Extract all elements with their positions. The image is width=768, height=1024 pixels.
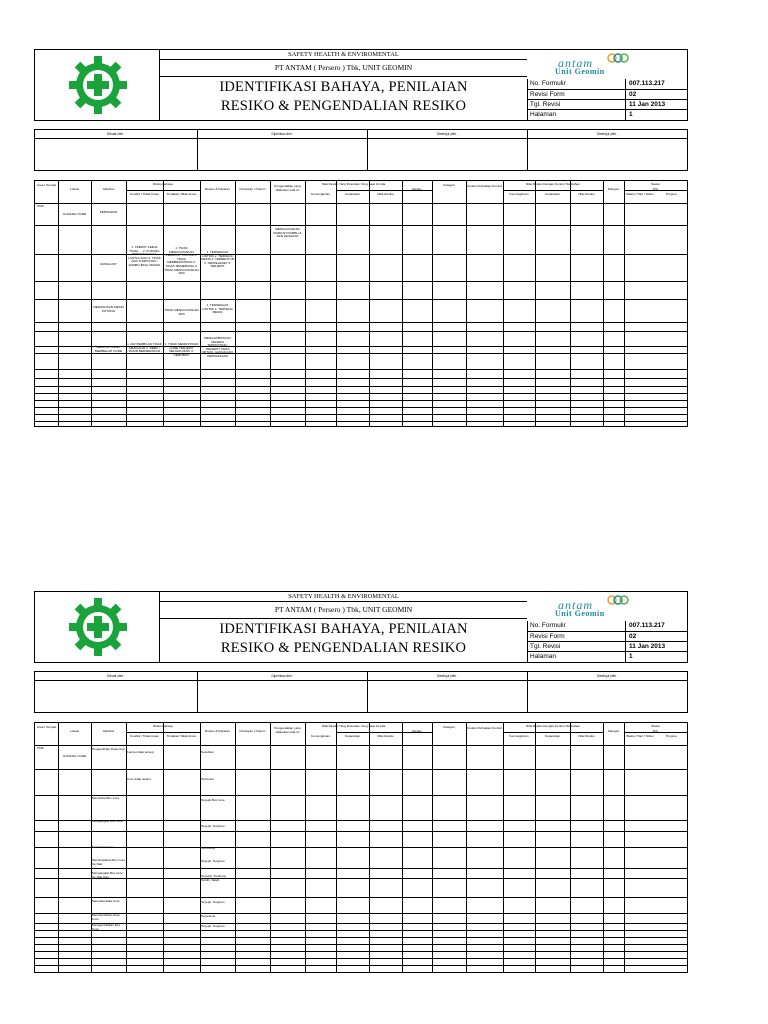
title-line-1: IDENTIFIKASI BAHAYA, PENILAIAN: [219, 79, 468, 95]
column-header: Pengendalian yang dilakukan saat ini: [274, 185, 301, 192]
table-row-rule: [35, 386, 687, 387]
table-column-rule: [535, 181, 536, 426]
table-row-rule: [35, 378, 687, 379]
column-header: Keparahan: [544, 735, 561, 738]
column-header: Pengendalian yang dilakukan saat ini: [274, 727, 301, 734]
info-row: [528, 631, 688, 641]
resiko-cell: Terjatuh, Tertimpa, Terkilir, Salah: [201, 875, 227, 882]
signature-box[interactable]: [198, 130, 368, 170]
org-line: SAFETY HEALTH & ENVIROMENTAL: [160, 50, 527, 60]
brand-name: antam: [558, 598, 593, 612]
logo-cell: [35, 592, 160, 662]
column-header: Kemungkinan: [311, 193, 330, 196]
title-line-2: RESIKO & PENGENDALIAN RESIKO: [220, 640, 467, 656]
table-column-rule: [624, 181, 625, 426]
form-title: [160, 78, 527, 116]
kondisi-cell: 1. TEMPAT KERJA TIDAK ... 2. KURANG PENERANGAN 3. LANTAI LICIN 4. TIDAK ADA TUMPUHAN / RAMBU BAGI ORANG: [128, 246, 161, 267]
column-header: Keparahan: [344, 735, 361, 738]
info-label: Halaman: [530, 111, 557, 118]
column-header: Resiko & Paparan: [205, 188, 230, 191]
signature-box[interactable]: [35, 130, 198, 170]
table-row-rule: [35, 331, 687, 332]
aktivitas-cell: PERSIAPAN: [99, 211, 118, 214]
resiko-cell: Kesulitan: [201, 751, 214, 754]
column-header: Aktivitas: [102, 188, 115, 191]
table-column-rule: [270, 181, 271, 426]
risk-table: [34, 180, 688, 427]
header-middle: [160, 50, 527, 120]
signature-label: Disetujui oleh :: [528, 130, 687, 139]
resiko-cell: 1. TERSENGAT LISTRIK 2. TERKENA MESIN: [202, 304, 233, 315]
table-row-rule: [35, 745, 687, 746]
info-row: [528, 651, 688, 661]
risk-table: [34, 722, 688, 973]
signature-strip: [34, 129, 688, 171]
tindakan-cell: TIDAK MENGGUNAKAN APD: [164, 309, 199, 316]
antam-swirl-icon: [607, 594, 629, 606]
brand-name: antam: [558, 56, 593, 70]
column-group-header: Nilai Resiko Yang Dinonkan Yang Saat Ini Ada: [321, 183, 386, 186]
column-header: Kategori: [607, 730, 620, 733]
column-header: PIC: [652, 188, 659, 191]
column-header: Tindakan Tidak Aman: [166, 193, 197, 196]
area-cell: PMS: [37, 205, 44, 208]
table-row-rule: [126, 732, 200, 733]
table-row-rule: [503, 732, 603, 733]
table-row-rule: [126, 190, 200, 191]
table-row-rule: [35, 795, 687, 796]
table-row-rule: [503, 190, 603, 191]
form-info: [527, 79, 687, 120]
table-column-rule: [163, 181, 164, 426]
aktivitas-cell: Membersihkan Area Core: [92, 914, 120, 921]
column-header: Aktivitas: [102, 730, 115, 733]
kondisi-cell: Core tidak teratur: [127, 778, 151, 781]
column-header: Kategori: [607, 188, 620, 191]
info-label: Tgl. Revisi: [530, 101, 561, 108]
tindakan-cell: 1. TIDAK MENGGUNAKAN PEDAL/ST. LISTRIK 2. TIDAK MEMBERSIHKAN 3. TIDAK MEMERIKSA 4. TIDAK MENGGUNAKAN APD: [164, 247, 199, 276]
brand-sub: Unit Geomin: [555, 609, 605, 618]
column-header: Lokasi: [70, 730, 79, 733]
aktivitas-cell: Membelah Core: [92, 846, 115, 849]
table-row-rule: [35, 299, 687, 300]
aktivitas-cell: Mengangkat Box Core Ke Rak Atas: [92, 872, 123, 879]
title-line-2: RESIKO & PENGENDALIAN RESIKO: [220, 98, 467, 114]
table-row-rule: [35, 414, 687, 415]
info-value: 1: [625, 652, 688, 662]
aktivitas-cell: MENATA CORE / MEMBELAH CORE: [94, 346, 123, 353]
column-group-header: Status: [651, 183, 660, 186]
table-column-rule: [570, 181, 571, 426]
info-label: No. Formulir: [530, 622, 566, 629]
signature-box[interactable]: [528, 130, 687, 170]
table-row-rule: [35, 930, 687, 931]
signature-label: Diperiksa oleh :: [198, 672, 367, 681]
table-row-rule: [35, 393, 687, 394]
signature-box[interactable]: [368, 130, 528, 170]
column-header: Kemungkinan: [509, 193, 529, 196]
resiko-cell: Terjepit Box Core: [201, 799, 225, 802]
info-row: [528, 641, 688, 651]
column-header: Usulan Perbaikan Kontrol: [466, 727, 503, 730]
table-column-rule: [402, 181, 403, 426]
form-title: [160, 620, 527, 658]
signature-label: Disetujui oleh :: [528, 672, 687, 681]
company-name: PT ANTAM ( Persero ) Tbk, UNIT GEOMIN: [160, 602, 527, 619]
safety-cross-gear-icon: [63, 53, 133, 117]
info-row: [528, 621, 688, 631]
pengendalian-cell: MENGGUNAKAN MARKAH RAMBU & APD LENGKAP: [273, 228, 302, 239]
title-line-1: IDENTIFIKASI BAHAYA, PENILAIAN: [219, 621, 468, 637]
column-header: Peraturan / Hukum: [239, 188, 266, 191]
aktivitas-cell: Mencatat Data Core: [92, 900, 120, 903]
aktivitas-cell: GRDALUST: [100, 263, 117, 266]
column-header: Keparahan: [344, 193, 361, 196]
signature-strip: [34, 671, 688, 713]
table-row-rule: [35, 831, 687, 832]
table-row-rule: [35, 421, 687, 422]
column-header: Kemungkinan: [311, 735, 330, 738]
aktivitas-cell: Membuka Box Core: [92, 797, 120, 800]
table-column-rule: [432, 181, 433, 426]
table-row-rule: [35, 965, 687, 966]
form-header: [34, 49, 688, 121]
table-row-rule: [35, 937, 687, 938]
signature-label: Diperiksa oleh :: [198, 130, 367, 139]
column-group-header: Status: [651, 725, 660, 728]
column-header: Kondisi / Tidak Aman: [130, 193, 159, 196]
signature-box[interactable]: [528, 672, 687, 712]
aktivitas-cell: Mengembalikan Box Core: [92, 924, 121, 931]
table-row-rule: [35, 951, 687, 952]
info-value: 02: [625, 90, 688, 100]
column-header: Waktu / Hari / Tahun: [626, 193, 654, 196]
column-header: Resiko & Paparan: [205, 730, 230, 733]
table-row-rule: [35, 868, 687, 869]
table-row-rule: [35, 847, 687, 848]
table-column-rule: [235, 181, 236, 426]
column-group-header: Risiko Bahaya: [153, 725, 173, 728]
table-row-rule: [35, 944, 687, 945]
form-info: [527, 621, 687, 662]
antam-swirl-icon: [607, 52, 629, 64]
resiko-cell: Terpotong: [201, 847, 215, 850]
info-label: Tgl. Revisi: [530, 643, 561, 650]
column-header: Kategori: [443, 726, 455, 729]
column-header: Nilai Resiko: [377, 193, 394, 196]
info-label: Revisi Form: [530, 91, 565, 98]
column-header: Area / Tempat: [36, 726, 57, 729]
column-group-header: Nilai Resiko Dengan Kontrol Tambahan: [526, 183, 580, 186]
info-label: Halaman: [530, 653, 557, 660]
resiko-cell: MENGAKIBATKAN CEDERA TERPOTONG, TERJEPIT, MATA IRITASI, GANGGUAN PERNAFASAN: [202, 337, 233, 358]
column-header: Kondisi / Tidak Aman: [130, 735, 159, 738]
area-cell: PMS: [37, 747, 44, 750]
column-header: Tindakan Tidak Aman: [166, 735, 197, 738]
info-value: 1: [625, 110, 688, 120]
signature-label: Disetujui oleh :: [368, 672, 527, 681]
lokasi-cell: GUDANG CORE: [62, 213, 87, 216]
info-value: 007.113.217: [625, 79, 688, 89]
table-column-rule: [336, 181, 337, 426]
column-header: Keparahan: [544, 193, 561, 196]
column-group-header: Nilai Resiko Yang Dinonkan Yang Saat Ini Ada: [321, 725, 386, 728]
info-label: Revisi Form: [530, 633, 565, 640]
table-column-rule: [603, 181, 604, 426]
info-row: [528, 89, 688, 99]
table-row-rule: [35, 897, 687, 898]
table-row-rule: [35, 769, 687, 770]
column-header: Progres: [666, 193, 677, 196]
resiko-cell: Terpeleset: [201, 915, 216, 918]
info-row: [528, 79, 688, 89]
aktivitas-cell: Pengambilan Data Core: [92, 748, 126, 751]
table-row-rule: [35, 913, 687, 914]
table-row-rule: [35, 958, 687, 959]
column-header: Resiko: [412, 730, 422, 733]
company-name: PT ANTAM ( Persero ) Tbk, UNIT GEOMIN: [160, 60, 527, 77]
info-value: 11 Jan 2013: [625, 100, 688, 110]
table-row-rule: [35, 820, 687, 821]
info-row: [528, 109, 688, 119]
kondisi-cell: Lampu tidak terang: [127, 751, 154, 754]
column-header: Area / Tempat: [36, 184, 57, 187]
signature-label: Disetujui oleh :: [368, 130, 527, 139]
signature-box[interactable]: [368, 672, 528, 712]
column-header: Kategori: [443, 184, 455, 187]
column-header: Nilai Resiko: [578, 735, 595, 738]
antam-logo: [527, 592, 687, 621]
resiko-cell: Terjepit, Tergores: [201, 925, 225, 928]
table-column-rule: [503, 181, 504, 426]
table-row-rule: [35, 322, 687, 323]
signature-label: Dibuat oleh :: [35, 130, 197, 139]
table-row-rule: [35, 923, 687, 924]
column-header: Kemungkinan: [509, 735, 529, 738]
table-row-rule: [35, 225, 687, 226]
aktivitas-cell: Memindahkan Box Core Ke Rak: [92, 859, 126, 866]
column-header: Usulan Perbaikan Kontrol: [466, 185, 503, 188]
column-header: Nilai Resiko: [377, 735, 394, 738]
brand-sub: Unit Geomin: [555, 67, 605, 76]
table-column-rule: [466, 181, 467, 426]
column-header: Resiko: [412, 188, 422, 191]
signature-box[interactable]: [198, 672, 368, 712]
table-row-rule: [35, 407, 687, 408]
column-group-header: Nilai Resiko Dengan Kontrol Tambahan: [526, 725, 580, 728]
org-line: SAFETY HEALTH & ENVIROMENTAL: [160, 592, 527, 602]
table-column-rule: [369, 181, 370, 426]
info-value: 007.113.217: [625, 621, 688, 631]
aktivitas-cell: MEMASUKAN MESIN POTONG: [93, 306, 124, 313]
table-row-rule: [35, 400, 687, 401]
resiko-cell: Terjepit, Tergores: [201, 825, 225, 828]
table-column-rule: [305, 181, 306, 426]
resiko-cell: Terjepit, Tergores: [201, 901, 225, 904]
info-row: [528, 99, 688, 109]
info-label: No. Formulir: [530, 80, 566, 87]
signature-label: Dibuat oleh :: [35, 672, 197, 681]
lokasi-cell: GUDANG CORE: [62, 755, 87, 758]
resiko-cell: Terbentur: [201, 778, 215, 781]
logo-cell: [35, 50, 160, 120]
column-group-header: Risiko Bahaya: [153, 183, 173, 186]
safety-cross-gear-icon: [63, 595, 133, 659]
table-row-rule: [35, 203, 687, 204]
table-column-rule: [126, 181, 127, 426]
column-header: Peraturan / Hukum: [239, 730, 266, 733]
antam-logo: [527, 50, 687, 79]
resiko-cell: Terjepit, Tergores: [201, 860, 225, 863]
resiko-cell: 1. TERSENGAT LISTRIK 2. TERKENA MESIN 3. TERBENTUR 4. TERPELESET 5. TERJEPIT: [201, 251, 234, 269]
column-header: Progres: [666, 735, 677, 738]
table-row-rule: [35, 369, 687, 370]
column-header: Nilai Resiko: [578, 193, 595, 196]
tindakan-cell: 1. TIDAK MEMASTIKAN CORE TERJEPIT DENGAN BAIK 2. CEROBOH: [164, 343, 199, 357]
table-row-rule: [35, 878, 687, 879]
form-header: [34, 591, 688, 663]
aktivitas-cell: Mengangkat Box Core: [92, 820, 123, 823]
column-header: Waktu / Hari / Tahun: [626, 735, 654, 738]
kondisi-cell: 1. AIR PEMBILAS TIDAK MENGALIR 2. DEBU / PASIR BERSERAKAN: [127, 343, 162, 354]
column-header: PIC: [652, 730, 659, 733]
signature-box[interactable]: [35, 672, 198, 712]
info-value: 02: [625, 632, 688, 642]
info-value: 11 Jan 2013: [625, 642, 688, 652]
column-header: Lokasi: [70, 188, 79, 191]
header-middle: [160, 592, 527, 662]
